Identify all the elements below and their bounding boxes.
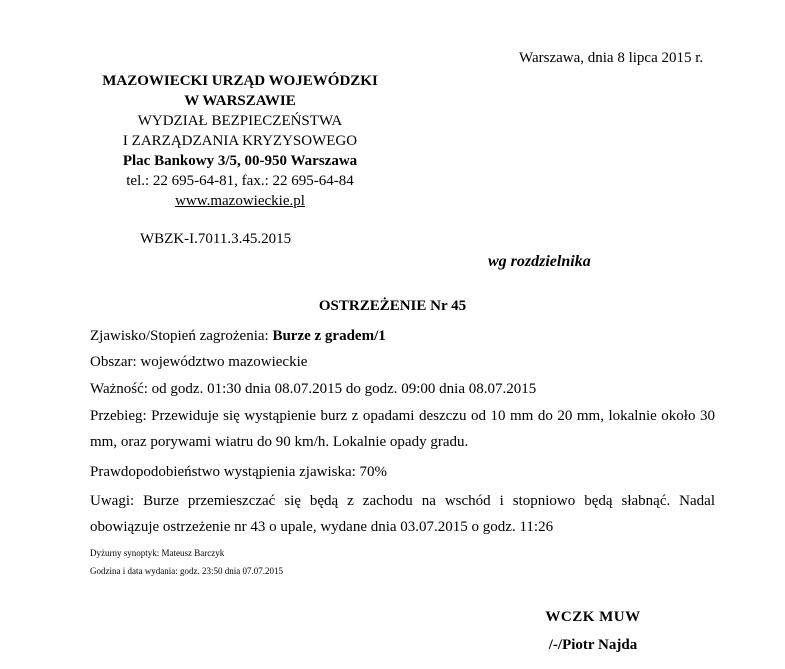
probability-row: Prawdopodobieństwo wystąpienia zjawiska: 70%	[90, 464, 388, 480]
phenomenon-row	[90, 323, 715, 349]
office-phone: tel.: 22 695-64-81, fax.: 22 695-64-84	[126, 173, 354, 189]
phenomenon-label: Zjawisko/Stopień zagrożenia:	[90, 328, 273, 344]
signature-name: /-/Piotr Najda	[548, 637, 638, 653]
document-date: Warszawa, dnia 8 lipca 2015 r.	[519, 50, 704, 66]
office-address: Plac Bankowy 3/5, 00-950 Warszawa	[122, 153, 358, 169]
issue-time-note: Godzina i data wydania: godz. 23:50 dnia 07.07.2015	[90, 566, 283, 576]
phenomenon-value: Burze z gradem/1	[272, 328, 386, 344]
area-row: Obszar: województwo mazowieckie	[90, 354, 308, 370]
office-header	[90, 71, 390, 211]
warning-title: OSTRZEŻENIE Nr 45	[318, 298, 467, 314]
office-website-link[interactable]: www.mazowieckie.pl	[175, 193, 305, 209]
office-name-line2: W WARSZAWIE	[184, 93, 296, 109]
department-line2: I ZARZĄDZANIA KRYZYSOWEGO	[122, 133, 358, 149]
recipient: wg rozdzielnika	[488, 253, 591, 270]
reference-number: WBZK-I.7011.3.45.2015	[140, 231, 292, 247]
forecaster-note: Dyżurny synoptyk: Mateusz Barczyk	[90, 548, 225, 558]
notes-paragraph: Uwagi: Burze przemieszczać się będą z zachodu na wschód i stopniowo będą słabnąć. Nadal obowiązuje ostrzeżenie nr 43 o upale, wydane dnia 03.07.2015 o godz. 11:26	[90, 493, 715, 535]
signature-unit: WCZK MUW	[545, 609, 641, 625]
department-line1: WYDZIAŁ BEZPIECZEŃSTWA	[137, 113, 343, 129]
course-paragraph: Przebieg: Przewiduje się wystąpienie burz z opadami deszczu od 10 mm do 20 mm, lokalnie około 30 mm, oraz porywami wiatru do 90 km/h. Lokalnie opady gradu.	[90, 408, 715, 450]
validity-row: Ważność: od godz. 01:30 dnia 08.07.2015 do godz. 09:00 dnia 08.07.2015	[90, 381, 537, 397]
office-name-line1: MAZOWIECKI URZĄD WOJEWÓDZKI	[102, 73, 378, 89]
